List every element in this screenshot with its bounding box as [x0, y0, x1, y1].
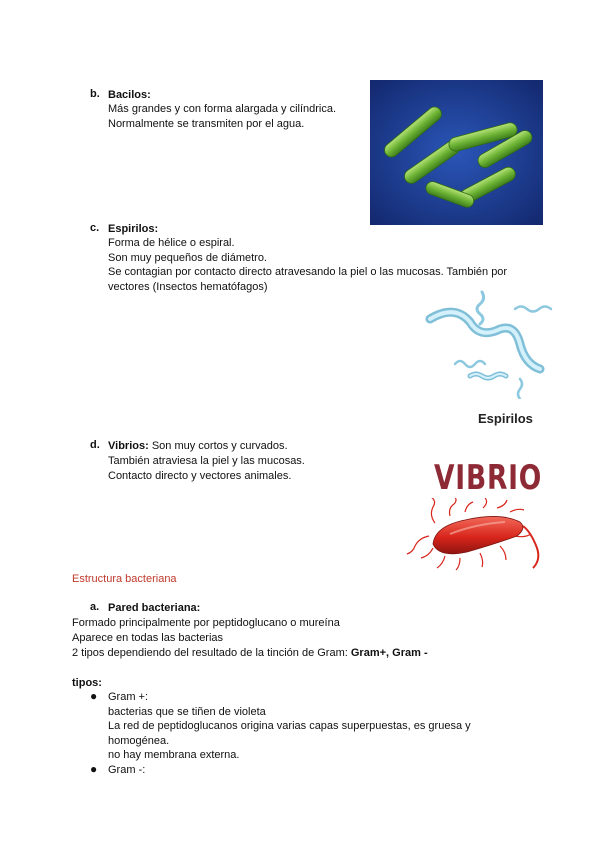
tipos-heading: tipos:	[72, 677, 102, 689]
gram-separator: ,	[386, 647, 393, 659]
list-marker-d: d.	[90, 439, 100, 451]
espirilos-line-3: Se contagian por contacto directo atravesando la piel o las mucosas. También por	[108, 266, 508, 278]
gram-pos-line-3: homogénea.	[108, 735, 170, 747]
vibrio-image	[405, 498, 555, 578]
espirilos-line-1: Forma de hélice o espiral.	[108, 237, 235, 249]
bullet-gram-neg: ●	[90, 762, 98, 776]
vibrio-image-title: VIBRIO	[434, 458, 543, 498]
spirilli-caption: Espirilos	[478, 411, 533, 426]
pared-line-1: Formado principalmente por peptidoglucano o mureína	[72, 617, 340, 629]
bullet-gram-pos: ●	[90, 689, 98, 703]
gram-pos-line-1: bacterias que se tiñen de violeta	[108, 706, 266, 718]
vibrios-first-line	[108, 439, 288, 453]
list-marker-b: b.	[90, 88, 100, 100]
espirilos-title: Espirilos:	[108, 223, 159, 235]
vibrios-line-3: Contacto directo y vectores animales.	[108, 470, 292, 482]
gram-neg-inline: Gram -	[392, 647, 428, 659]
section-heading-estructura: Estructura bacteriana	[72, 573, 177, 585]
espirilos-line-2: Son muy pequeños de diámetro.	[108, 252, 267, 264]
pared-title: Pared bacteriana:	[108, 602, 201, 614]
gram-line-prefix: 2 tipos dependiendo del resultado de la tinción de Gram:	[72, 647, 351, 659]
bacilos-line-2: Normalmente se transmiten por el agua.	[108, 118, 305, 130]
gram-pos-line-4: no hay membrana externa.	[108, 749, 240, 761]
list-marker-c: c.	[90, 222, 100, 234]
gram-pos-label: Gram +:	[108, 691, 149, 703]
spirilli-image	[420, 284, 555, 399]
vibrios-line-2: También atraviesa la piel y las mucosas.	[108, 455, 305, 467]
vibrios-title: Vibrios:	[108, 440, 149, 452]
bacilli-image	[370, 80, 543, 225]
pared-gram-line	[72, 646, 428, 660]
gram-neg-label: Gram -:	[108, 764, 146, 776]
bacilos-title: Bacilos:	[108, 89, 151, 101]
pared-line-2: Aparece en todas las bacterias	[72, 632, 224, 644]
vibrios-description: Son muy cortos y curvados.	[151, 440, 288, 452]
bacilos-line-1: Más grandes y con forma alargada y cilíndrica.	[108, 103, 337, 115]
gram-pos-line-2: La red de peptidoglucanos origina varias capas superpuestas, es gruesa y	[108, 720, 471, 732]
espirilos-line-4: vectores (Insectos hematófagos)	[108, 281, 268, 293]
list-marker-a: a.	[90, 601, 100, 613]
gram-pos-inline: Gram+	[350, 647, 387, 659]
